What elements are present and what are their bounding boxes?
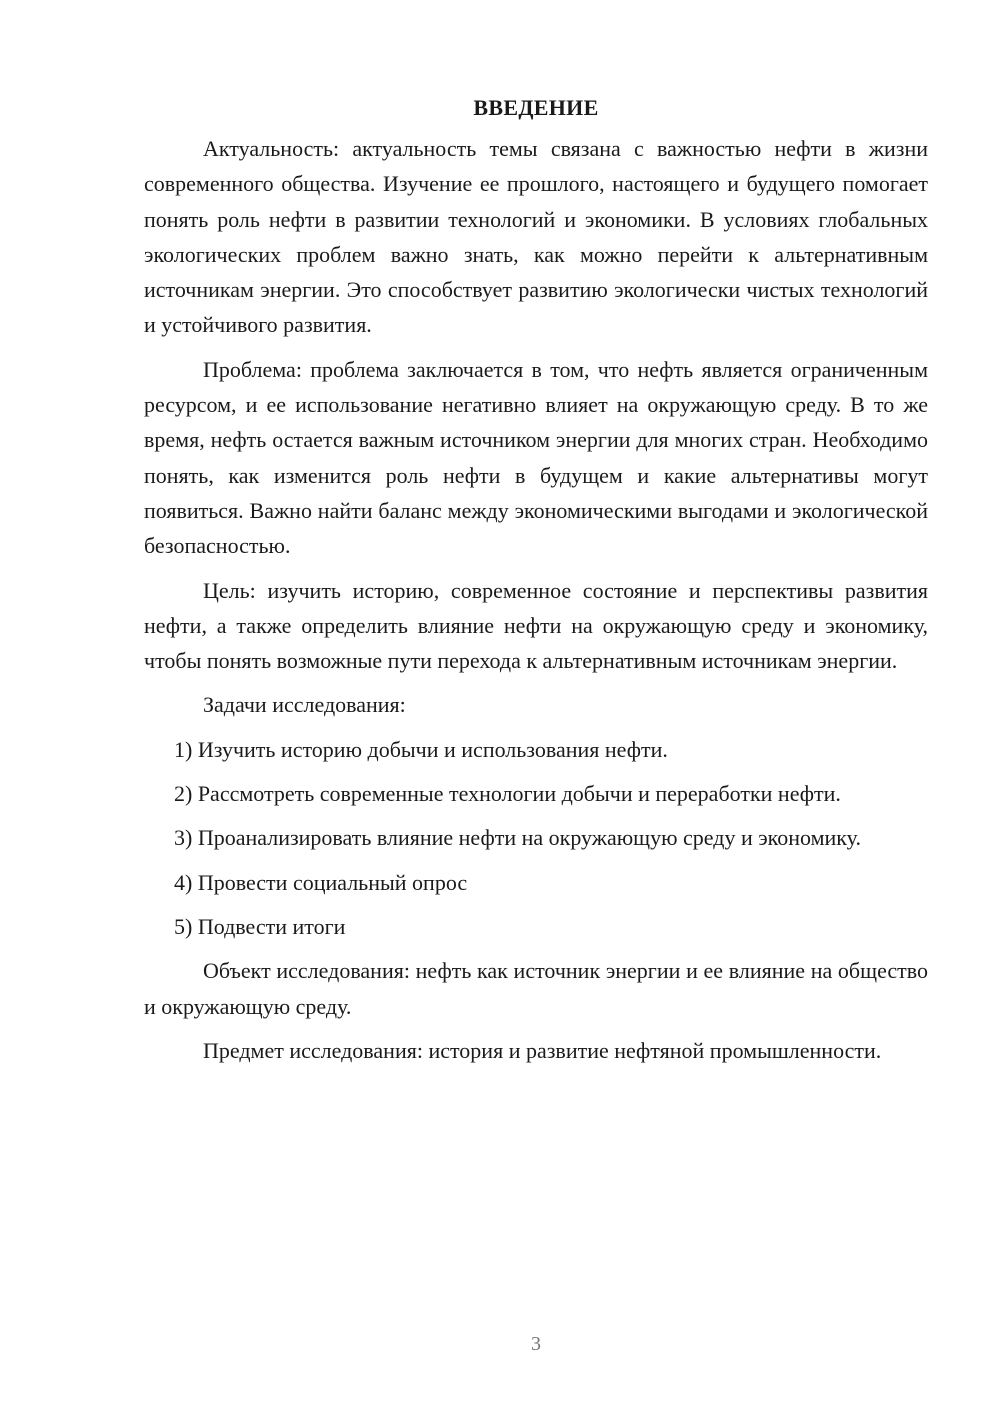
task-item: 3) Проанализировать влияние нефти на окружающую среду и экономику. — [174, 825, 861, 851]
problem-paragraph: Проблема: проблема заключается в том, что нефть является ограниченным ресурсом, и ее использование негативно влияет на окружающую среду. В то же время, нефть остается важным источником энергии для многих стран. Необходимо понять, как изменится роль нефти в будущем и какие альтернативы могут появиться. Важно найти баланс между экономическими выгодами и экологической безопасностью. — [144, 356, 928, 559]
subject-paragraph: Предмет исследования: история и развитие нефтяной промышленности. — [203, 1037, 882, 1063]
goal-paragraph: Цель: изучить историю, современное состояние и перспективы развития нефти, а также определить влияние нефти на окружающую среду и экономику, чтобы понять возможные пути перехода к альтернативным источникам энергии. — [144, 577, 928, 674]
page-number: 3 — [531, 1333, 541, 1355]
task-item: 2) Рассмотреть современные технологии добычи и переработки нефти. — [174, 781, 841, 807]
task-item: 1) Изучить историю добычи и использования нефти. — [174, 736, 668, 762]
object-paragraph: Объект исследования: нефть как источник энергии и ее влияние на общество и окружающую среду. — [144, 958, 928, 1019]
task-item: 4) Провести социальный опрос — [174, 869, 468, 895]
relevance-paragraph: Актуальность: актуальность темы связана с важностью нефти в жизни современного общества. Изучение ее прошлого, настоящего и будущего помогает понять роль нефти в развитии технологий и экономики. В условиях глобальных экологических проблем важно знать, как можно перейти к альтернативным источникам энергии. Это способствует развитию экологически чистых технологий и устойчивого развития. — [144, 136, 928, 338]
section-title: ВВЕДЕНИЕ — [473, 95, 599, 120]
tasks-heading: Задачи исследования: — [203, 692, 406, 718]
document-page — [144, 90, 928, 1077]
task-item: 5) Подвести итоги — [174, 913, 346, 939]
